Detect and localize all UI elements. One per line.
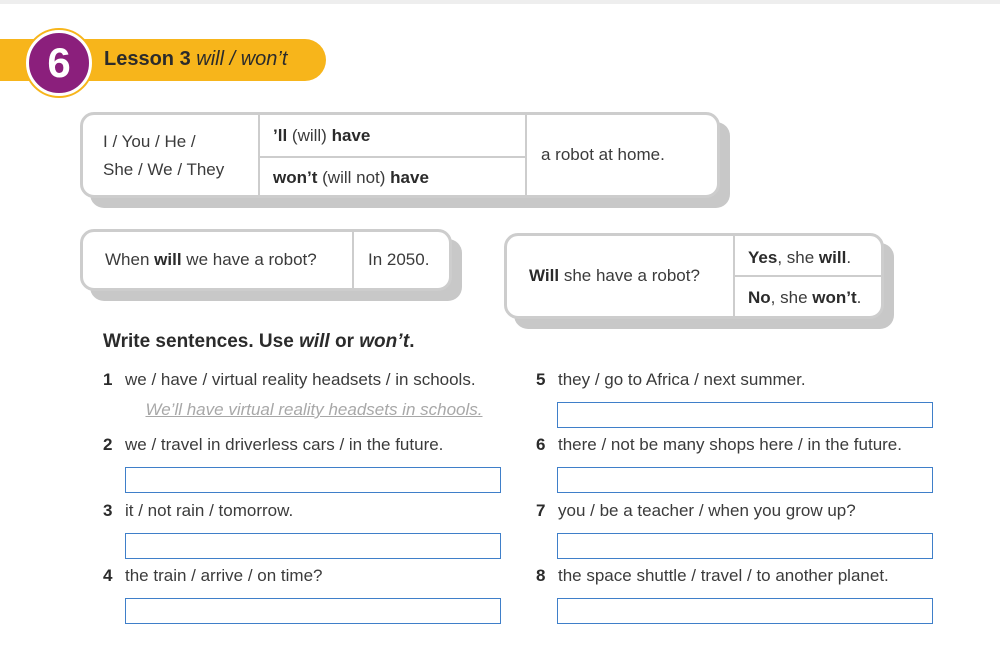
negative-contraction: won’t <box>273 168 318 187</box>
yesno-box <box>504 233 884 319</box>
instruction-or: or <box>334 331 354 352</box>
example-answer: We’ll have virtual reality headsets in schools. <box>145 400 483 419</box>
yes-mid: , she <box>777 248 815 267</box>
exercise-prompt: there / not be many shops here / in the future. <box>558 435 902 454</box>
yesno-divider <box>733 275 884 277</box>
exercise-item-3 <box>103 501 293 521</box>
exercise-prompt: they / go to Africa / next summer. <box>558 370 806 389</box>
table-divider <box>525 115 527 198</box>
wh-answer: In 2050. <box>368 250 430 269</box>
instruction-will: will <box>299 331 330 352</box>
yesno-question <box>529 236 700 316</box>
exercise-number: 4 <box>103 566 113 585</box>
exercise-number: 5 <box>536 370 546 389</box>
no-mid: , she <box>770 288 808 307</box>
table-divider <box>258 156 526 158</box>
wh-question-part2: we have a robot? <box>186 250 317 269</box>
exercise-item-7 <box>536 501 856 521</box>
answer-input-3[interactable] <box>125 533 501 559</box>
exercise-prompt: the space shuttle / travel / to another planet. <box>558 566 889 585</box>
yes-dot: . <box>846 248 852 267</box>
negative-verb: have <box>390 168 429 187</box>
subjects-line-1: I / You / He / <box>103 132 196 151</box>
exercise-item-4 <box>103 566 322 586</box>
lesson-topic: will / won’t <box>196 48 288 70</box>
answer-input-8[interactable] <box>557 598 933 624</box>
yes-answer <box>748 242 851 274</box>
yesno-question-rest: she have a robot? <box>563 266 700 285</box>
yesno-question-will: Will <box>529 266 560 285</box>
answer-input-4[interactable] <box>125 598 501 624</box>
exercise-number: 6 <box>536 435 546 454</box>
wh-question-will: will <box>154 250 182 269</box>
exercise-item-1 <box>103 370 476 390</box>
answer-input-5[interactable] <box>557 402 933 428</box>
top-divider <box>0 0 1000 4</box>
question-divider <box>352 232 354 291</box>
instruction-dot: . <box>409 331 415 352</box>
lesson-label: Lesson 3 <box>104 48 191 70</box>
grammar-table <box>80 112 720 198</box>
unit-badge: 6 <box>26 30 92 96</box>
exercise-item-5 <box>536 370 806 390</box>
exercise-instruction <box>103 331 415 353</box>
exercise-number: 8 <box>536 566 546 585</box>
instruction-wont: won’t <box>359 331 410 352</box>
lesson-title <box>104 48 287 71</box>
yes-will: will <box>818 248 847 267</box>
subjects-cell <box>103 123 263 189</box>
exercise-prompt: it / not rain / tomorrow. <box>125 501 294 520</box>
yes-word: Yes <box>748 248 778 267</box>
no-dot: . <box>856 288 862 307</box>
no-wont: won’t <box>812 288 857 307</box>
affirmative-verb: have <box>331 126 371 145</box>
answer-input-7[interactable] <box>557 533 933 559</box>
exercise-prompt: the train / arrive / on time? <box>125 566 323 585</box>
exercise-number: 1 <box>103 370 113 389</box>
subjects-line-2: She / We / They <box>103 160 225 179</box>
affirmative-full: (will) <box>291 126 327 145</box>
instruction-part1: Write sentences. Use <box>103 331 294 352</box>
exercise-prompt: you / be a teacher / when you grow up? <box>558 501 856 520</box>
exercise-number: 2 <box>103 435 113 454</box>
exercise-number: 7 <box>536 501 546 520</box>
yesno-divider <box>733 236 735 319</box>
wh-question-part1: When <box>105 250 150 269</box>
answer-input-6[interactable] <box>557 467 933 493</box>
no-answer <box>748 282 861 314</box>
answer-input-2[interactable] <box>125 467 501 493</box>
question-box <box>80 229 452 291</box>
exercise-prompt: we / have / virtual reality headsets / in schools. <box>125 370 476 389</box>
negative-full: (will not) <box>322 168 386 187</box>
exercise-prompt: we / travel in driverless cars / in the future. <box>125 435 444 454</box>
object-cell: a robot at home. <box>541 145 665 164</box>
exercise-item-8 <box>536 566 889 586</box>
affirmative-cell <box>273 121 370 151</box>
exercise-number: 3 <box>103 501 113 520</box>
exercise-item-2 <box>103 435 443 455</box>
affirmative-contraction: ’ll <box>273 126 288 145</box>
negative-cell <box>273 163 429 193</box>
wh-question <box>105 232 317 288</box>
exercise-item-6 <box>536 435 902 455</box>
no-word: No <box>748 288 771 307</box>
